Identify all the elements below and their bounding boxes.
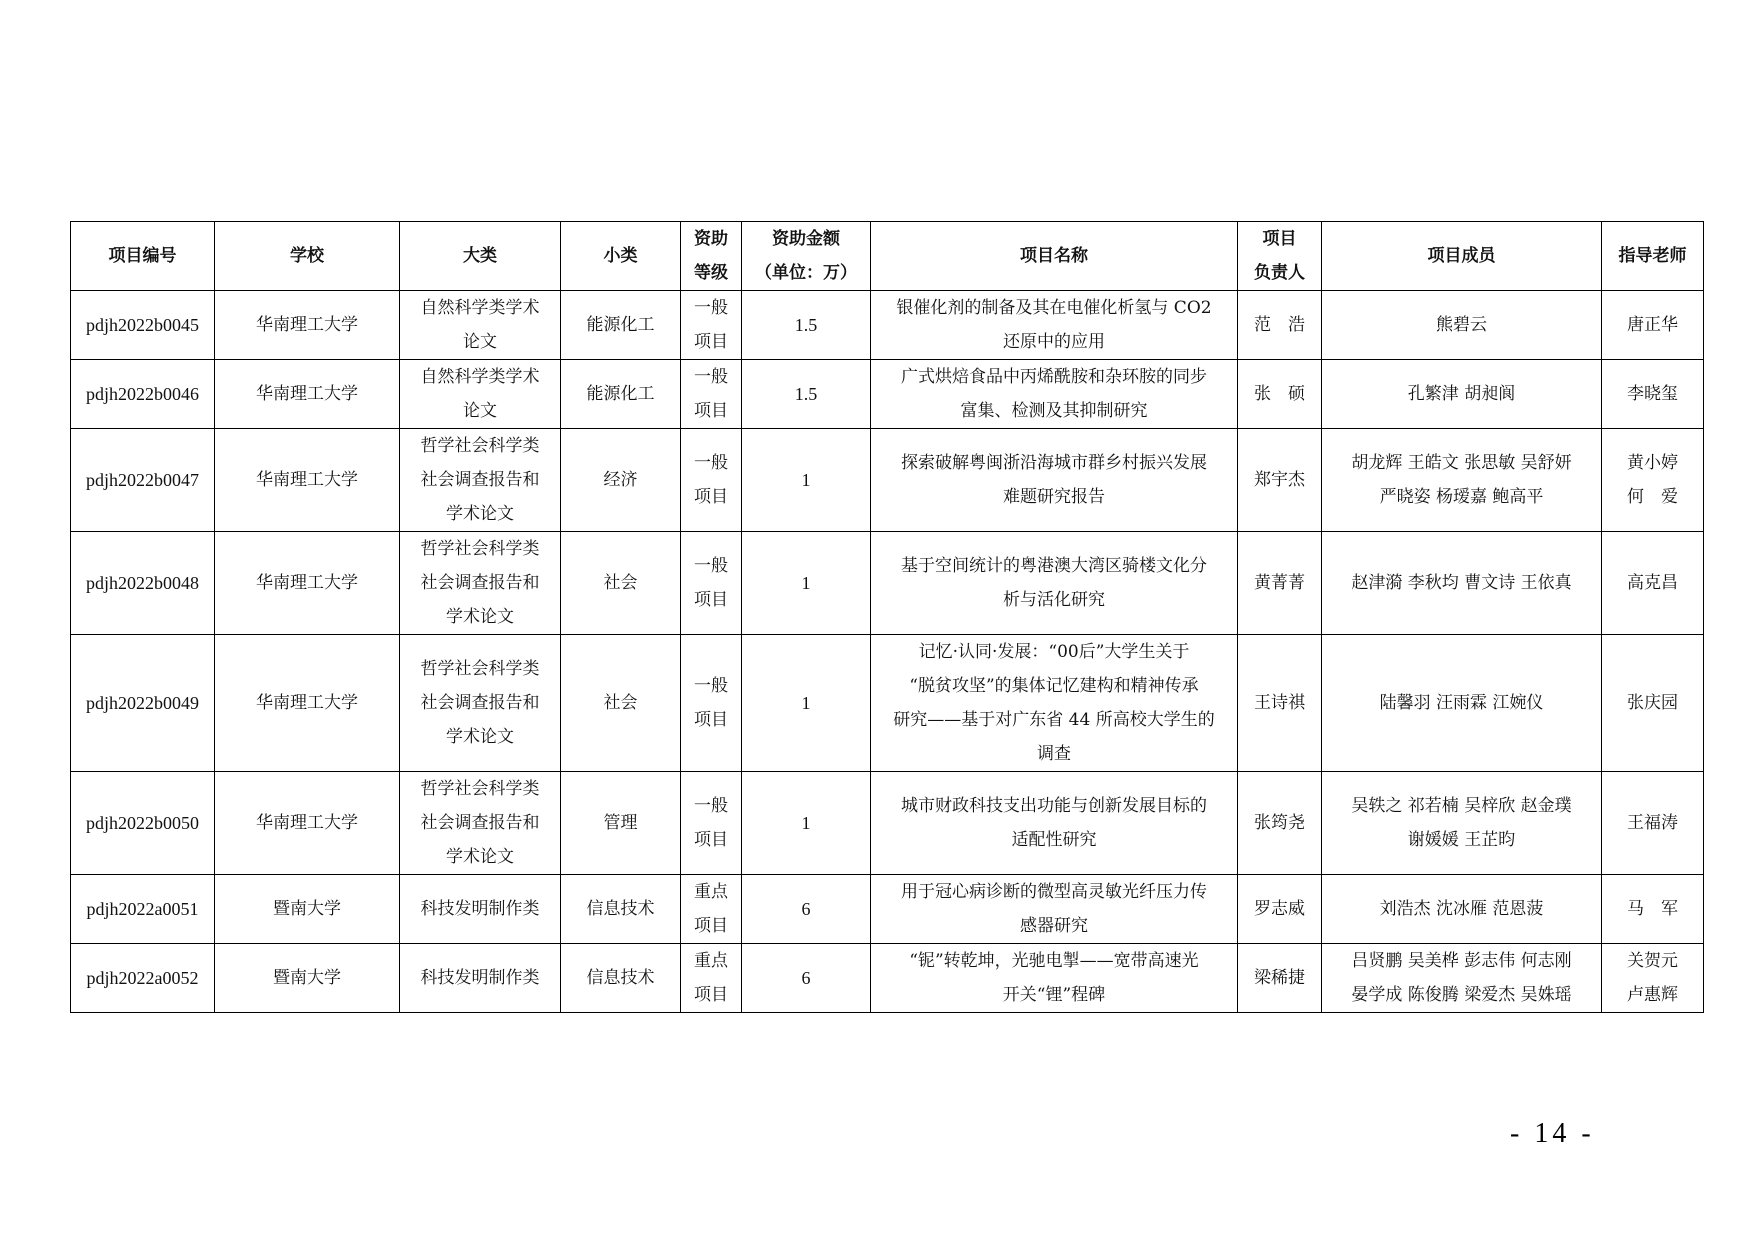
category-text: 学术论文 xyxy=(446,847,514,867)
project-members-text: 孔繁津 胡昶阆 xyxy=(1407,384,1516,404)
header-advisor xyxy=(1602,222,1704,291)
header-row xyxy=(71,222,1704,291)
category-cell xyxy=(400,532,561,635)
school-cell: 暨南大学 xyxy=(215,875,400,944)
advisor-cell xyxy=(1602,772,1704,875)
header-text: 资助 xyxy=(694,229,728,249)
category-text: 学术论文 xyxy=(446,607,514,627)
project-members-cell xyxy=(1322,360,1602,429)
project-members-text: 熊碧云 xyxy=(1436,315,1487,335)
funding-level-text: 项目 xyxy=(694,985,728,1005)
school-cell: 华南理工大学 xyxy=(215,360,400,429)
table-body xyxy=(71,291,1704,1013)
header-text: 资助金额 xyxy=(772,229,840,249)
advisor-cell xyxy=(1602,291,1704,360)
project-id-cell: pdjh2022b0046 xyxy=(71,360,215,429)
advisor-text: 马 军 xyxy=(1627,899,1678,919)
header-text: 大类 xyxy=(463,246,497,266)
funding-level-text: 重点 xyxy=(694,882,728,902)
funding-level-text: 一般 xyxy=(694,367,728,387)
funding-level-cell xyxy=(681,875,742,944)
school-cell: 华南理工大学 xyxy=(215,532,400,635)
project-name-text: 开关“锂”程碑 xyxy=(1002,985,1106,1005)
funding-level-cell xyxy=(681,532,742,635)
project-table xyxy=(70,221,1704,1013)
header-funding-level xyxy=(681,222,742,291)
funding-level-text: 项目 xyxy=(694,710,728,730)
funding-level-cell xyxy=(681,944,742,1013)
project-members-text: 严晓姿 杨瑷嘉 鲍高平 xyxy=(1379,487,1544,507)
header-text: 负责人 xyxy=(1254,263,1305,283)
project-leader-cell: 张 硕 xyxy=(1238,360,1322,429)
funding-amount-cell: 1 xyxy=(742,635,871,772)
project-members-cell xyxy=(1322,944,1602,1013)
project-name-text: 探索破解粤闽浙沿海城市群乡村振兴发展 xyxy=(901,453,1207,473)
funding-level-text: 一般 xyxy=(694,556,728,576)
advisor-cell xyxy=(1602,944,1704,1013)
advisor-cell xyxy=(1602,635,1704,772)
project-name-text: 记忆·认同·发展：“00后”大学生关于 xyxy=(918,642,1190,662)
table-row xyxy=(71,635,1704,772)
project-name-text: 银催化剂的制备及其在电催化析氢与 CO2 xyxy=(896,298,1212,318)
category-cell xyxy=(400,635,561,772)
project-id-cell: pdjh2022b0049 xyxy=(71,635,215,772)
project-members-text: 陆馨羽 汪雨霖 江婉仪 xyxy=(1379,693,1544,713)
category-cell xyxy=(400,772,561,875)
advisor-text: 高克昌 xyxy=(1627,573,1678,593)
project-members-text: 刘浩杰 沈冰雁 范恩菠 xyxy=(1379,899,1544,919)
project-members-text: 晏学成 陈俊腾 梁爱杰 吴姝瑶 xyxy=(1351,985,1572,1005)
header-text: （单位：万） xyxy=(755,263,857,283)
project-leader-cell: 范 浩 xyxy=(1238,291,1322,360)
project-id-cell: pdjh2022a0052 xyxy=(71,944,215,1013)
school-cell: 华南理工大学 xyxy=(215,772,400,875)
funding-level-text: 项目 xyxy=(694,916,728,936)
category-text: 哲学社会科学类 xyxy=(420,436,540,456)
project-leader-cell: 张筠尧 xyxy=(1238,772,1322,875)
project-name-text: 适配性研究 xyxy=(1011,830,1097,850)
project-members-text: 吴轶之 祁若楠 吴梓欣 赵金璞 xyxy=(1351,796,1572,816)
header-members xyxy=(1322,222,1602,291)
header-category xyxy=(400,222,561,291)
project-name-text: 富集、检测及其抑制研究 xyxy=(960,401,1148,421)
category-text: 论文 xyxy=(463,401,497,421)
project-name-text: “脱贫攻坚”的集体记忆建构和精神传承 xyxy=(909,676,1199,696)
advisor-text: 卢惠辉 xyxy=(1627,985,1678,1005)
project-name-text: 用于冠心病诊断的微型高灵敏光纤压力传 xyxy=(901,882,1207,902)
subcategory-cell: 能源化工 xyxy=(561,360,681,429)
project-members-cell xyxy=(1322,429,1602,532)
header-text: 项目 xyxy=(1262,229,1297,249)
table-row xyxy=(71,429,1704,532)
category-text: 科技发明制作类 xyxy=(420,968,540,988)
advisor-text: 王福涛 xyxy=(1627,813,1678,833)
subcategory-cell: 管理 xyxy=(561,772,681,875)
category-cell xyxy=(400,291,561,360)
project-members-text: 赵津漪 李秋均 曹文诗 王依真 xyxy=(1351,573,1572,593)
category-text: 学术论文 xyxy=(446,727,514,747)
project-id-cell: pdjh2022b0045 xyxy=(71,291,215,360)
project-name-cell xyxy=(871,772,1238,875)
funding-level-text: 项目 xyxy=(694,830,728,850)
project-members-text: 胡龙辉 王皓文 张思敏 吴舒妍 xyxy=(1351,453,1572,473)
category-text: 社会调查报告和 xyxy=(420,813,540,833)
header-project-name xyxy=(871,222,1238,291)
project-id-cell: pdjh2022a0051 xyxy=(71,875,215,944)
school-cell: 华南理工大学 xyxy=(215,635,400,772)
funding-level-cell xyxy=(681,772,742,875)
category-text: 论文 xyxy=(463,332,497,352)
category-text: 自然科学类学术 xyxy=(420,367,540,387)
table-row xyxy=(71,772,1704,875)
project-members-cell xyxy=(1322,291,1602,360)
project-name-cell xyxy=(871,532,1238,635)
category-cell xyxy=(400,875,561,944)
project-name-text: 调查 xyxy=(1037,744,1071,764)
project-name-cell xyxy=(871,944,1238,1013)
advisor-text: 唐正华 xyxy=(1627,315,1678,335)
subcategory-cell: 信息技术 xyxy=(561,875,681,944)
header-text: 学校 xyxy=(290,246,324,266)
funding-level-text: 项目 xyxy=(694,487,728,507)
funding-amount-cell: 6 xyxy=(742,875,871,944)
advisor-text: 黄小婷 xyxy=(1627,453,1678,473)
category-text: 社会调查报告和 xyxy=(420,693,540,713)
project-leader-cell: 罗志威 xyxy=(1238,875,1322,944)
project-id-cell: pdjh2022b0047 xyxy=(71,429,215,532)
table-row xyxy=(71,875,1704,944)
project-id-cell: pdjh2022b0048 xyxy=(71,532,215,635)
header-text: 项目成员 xyxy=(1427,246,1496,266)
project-id-cell: pdjh2022b0050 xyxy=(71,772,215,875)
project-name-text: 感器研究 xyxy=(1020,916,1088,936)
category-cell xyxy=(400,429,561,532)
header-text: 等级 xyxy=(694,263,728,283)
subcategory-cell: 经济 xyxy=(561,429,681,532)
table-row xyxy=(71,944,1704,1013)
header-text: 小类 xyxy=(603,246,638,266)
advisor-text: 何 爱 xyxy=(1627,487,1678,507)
project-leader-cell: 王诗祺 xyxy=(1238,635,1322,772)
funding-amount-cell: 1 xyxy=(742,429,871,532)
advisor-cell xyxy=(1602,875,1704,944)
project-name-text: 还原中的应用 xyxy=(1003,332,1105,352)
project-members-cell xyxy=(1322,635,1602,772)
header-subcategory xyxy=(561,222,681,291)
funding-level-cell xyxy=(681,429,742,532)
funding-amount-cell: 1.5 xyxy=(742,360,871,429)
project-members-text: 吕贤鹏 吴美桦 彭志伟 何志刚 xyxy=(1351,951,1572,971)
advisor-cell xyxy=(1602,360,1704,429)
project-name-text: 析与活化研究 xyxy=(1003,590,1105,610)
table-row xyxy=(71,532,1704,635)
funding-level-cell xyxy=(681,291,742,360)
project-name-cell xyxy=(871,291,1238,360)
category-text: 自然科学类学术 xyxy=(420,298,540,318)
category-text: 社会调查报告和 xyxy=(420,470,540,490)
advisor-cell xyxy=(1602,429,1704,532)
project-name-text: 基于空间统计的粤港澳大湾区骑楼文化分 xyxy=(901,556,1207,576)
project-name-text: 研究——基于对广东省 44 所高校大学生的 xyxy=(893,710,1215,730)
header-text: 项目编号 xyxy=(108,246,177,266)
funding-amount-cell: 1 xyxy=(742,772,871,875)
project-members-cell xyxy=(1322,875,1602,944)
subcategory-cell: 信息技术 xyxy=(561,944,681,1013)
funding-amount-cell: 1.5 xyxy=(742,291,871,360)
funding-level-text: 一般 xyxy=(694,676,728,696)
advisor-text: 李晓玺 xyxy=(1627,384,1678,404)
subcategory-cell: 社会 xyxy=(561,635,681,772)
category-text: 社会调查报告和 xyxy=(420,573,540,593)
category-text: 哲学社会科学类 xyxy=(420,659,540,679)
school-cell: 华南理工大学 xyxy=(215,429,400,532)
advisor-cell xyxy=(1602,532,1704,635)
project-name-text: 城市财政科技支出功能与创新发展目标的 xyxy=(901,796,1207,816)
header-text: 指导老师 xyxy=(1618,246,1687,266)
funding-level-text: 重点 xyxy=(694,951,728,971)
funding-level-text: 项目 xyxy=(694,332,728,352)
project-members-cell xyxy=(1322,772,1602,875)
advisor-text: 关贺元 xyxy=(1627,951,1678,971)
advisor-text: 张庆园 xyxy=(1627,693,1678,713)
header-text: 项目名称 xyxy=(1020,246,1088,266)
project-members-text: 谢媛媛 王芷昀 xyxy=(1407,830,1516,850)
table-row xyxy=(71,291,1704,360)
category-text: 哲学社会科学类 xyxy=(420,539,540,559)
project-name-text: 广式烘焙食品中丙烯酰胺和杂环胺的同步 xyxy=(901,367,1207,387)
category-text: 哲学社会科学类 xyxy=(420,779,540,799)
project-name-text: “铌”转乾坤，光驰电掣——宽带高速光 xyxy=(909,951,1199,971)
funding-level-text: 一般 xyxy=(694,453,728,473)
page-number: - 14 - xyxy=(1510,1118,1595,1149)
funding-level-text: 项目 xyxy=(694,590,728,610)
category-cell xyxy=(400,360,561,429)
funding-level-text: 项目 xyxy=(694,401,728,421)
subcategory-cell: 能源化工 xyxy=(561,291,681,360)
table-row xyxy=(71,360,1704,429)
project-members-cell xyxy=(1322,532,1602,635)
funding-level-text: 一般 xyxy=(694,796,728,816)
header-funding-amount xyxy=(742,222,871,291)
funding-amount-cell: 1 xyxy=(742,532,871,635)
funding-level-text: 一般 xyxy=(694,298,728,318)
project-name-cell xyxy=(871,429,1238,532)
project-name-cell xyxy=(871,635,1238,772)
subcategory-cell: 社会 xyxy=(561,532,681,635)
header-school xyxy=(215,222,400,291)
header-leader xyxy=(1238,222,1322,291)
project-name-cell xyxy=(871,875,1238,944)
category-text: 科技发明制作类 xyxy=(420,899,540,919)
project-leader-cell: 梁稀捷 xyxy=(1238,944,1322,1013)
category-cell xyxy=(400,944,561,1013)
project-name-cell xyxy=(871,360,1238,429)
project-leader-cell: 郑宇杰 xyxy=(1238,429,1322,532)
category-text: 学术论文 xyxy=(446,504,514,524)
header-project-id xyxy=(71,222,215,291)
funding-level-cell xyxy=(681,360,742,429)
school-cell: 华南理工大学 xyxy=(215,291,400,360)
school-cell: 暨南大学 xyxy=(215,944,400,1013)
project-leader-cell: 黄菁菁 xyxy=(1238,532,1322,635)
project-name-text: 难题研究报告 xyxy=(1003,487,1105,507)
funding-amount-cell: 6 xyxy=(742,944,871,1013)
funding-level-cell xyxy=(681,635,742,772)
